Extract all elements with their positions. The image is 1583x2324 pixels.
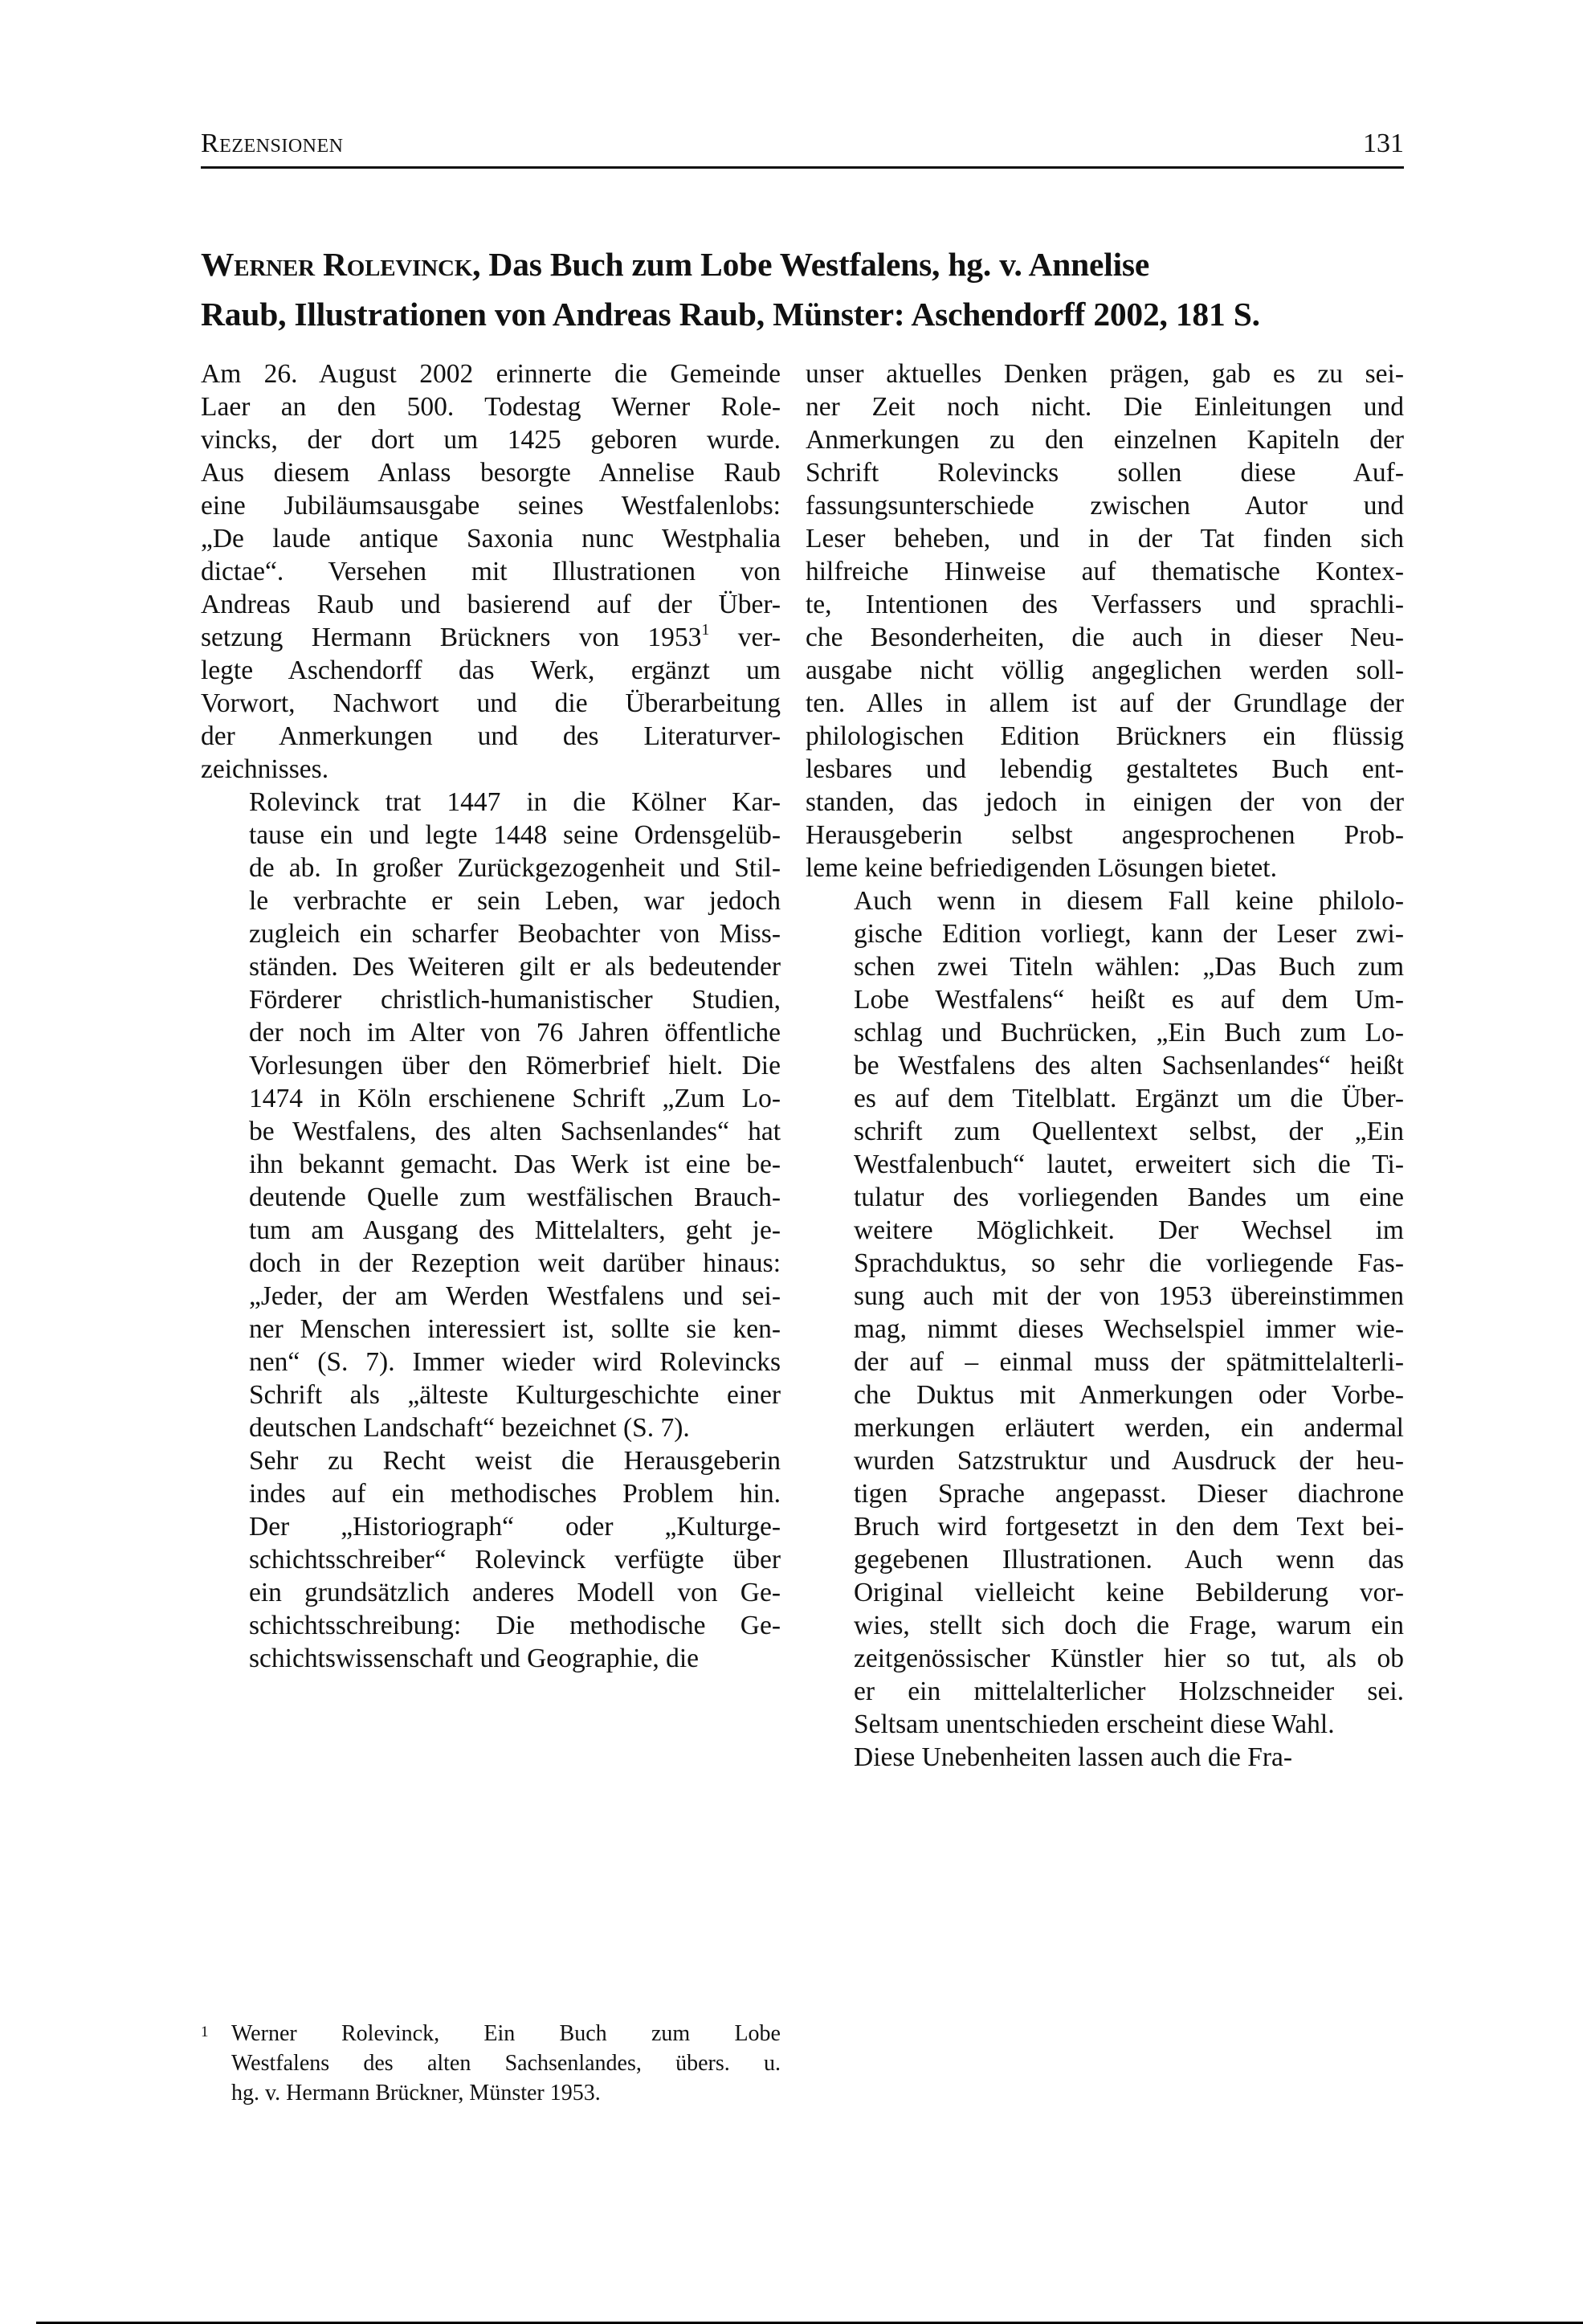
text-line: wies, stellt sich doch die Frage, warum ein xyxy=(854,1611,1404,1640)
text-line: Seltsam unentschieden erscheint diese Wahl. xyxy=(854,1709,1335,1739)
text-line: te, Intentionen des Verfassers und sprachli- xyxy=(806,590,1404,619)
text-line: de ab. In großer Zurückgezogenheit und Stil- xyxy=(249,853,781,883)
text-line: der noch im Alter von 76 Jahren öffentliche xyxy=(249,1018,781,1048)
footnote-reference[interactable]: 1 xyxy=(701,621,710,639)
text-line: Original vielleicht keine Bebilderung vor- xyxy=(854,1578,1404,1607)
text-line: ihn bekannt gemacht. Das Werk ist eine be- xyxy=(249,1150,781,1179)
paragraph xyxy=(201,1444,781,1675)
text-line: Diese Unebenheiten lassen auch die Fra- xyxy=(854,1742,1293,1772)
text-line: schichtsschreiber“ Rolevinck verfügte über xyxy=(249,1545,781,1575)
text-line: tum am Ausgang des Mittelalters, geht je- xyxy=(249,1215,781,1245)
text-line: Herausgeberin selbst angesprochenen Prob- xyxy=(806,820,1404,850)
footnote-line: Werner Rolevinck, Ein Buch zum Lobe xyxy=(231,2021,781,2046)
text-line: „Jeder, der am Werden Westfalens und sei- xyxy=(249,1281,781,1311)
text-line: mag, nimmt dieses Wechselspiel immer wie- xyxy=(854,1314,1404,1344)
footnote-number: 1 xyxy=(201,2024,209,2040)
text-line: leme keine befriedigenden Lösungen bietet. xyxy=(806,853,1277,883)
right-column xyxy=(806,357,1404,1774)
text-line: Aus diesem Anlass besorgte Annelise Raub xyxy=(201,458,781,488)
text-line: schrift zum Quellentext selbst, der „Ein xyxy=(854,1117,1404,1146)
text-line: tause ein und legte 1448 seine Ordensgelüb- xyxy=(249,820,781,850)
page-number: 131 xyxy=(1363,129,1404,158)
header-rule xyxy=(201,166,1404,169)
text-line: Anmerkungen zu den einzelnen Kapiteln der xyxy=(806,425,1404,455)
text-line: nen“ (S. 7). Immer wieder wird Rolevincks xyxy=(249,1347,781,1377)
text-line: ten. Alles in allem ist auf der Grundlage der xyxy=(806,688,1404,718)
text-line: Vorlesungen über den Römerbrief hielt. Die xyxy=(249,1051,781,1080)
text-line: Schrift als „älteste Kulturgeschichte einer xyxy=(249,1380,781,1410)
left-column xyxy=(201,357,781,1675)
text-line: ner Menschen interessiert ist, sollte sie ken- xyxy=(249,1314,781,1344)
text-line: ner Zeit noch nicht. Die Einleitungen und xyxy=(806,392,1404,422)
text-line: der auf – einmal muss der spätmittelalterli- xyxy=(854,1347,1404,1377)
text-line: zugleich ein scharfer Beobachter von Miss- xyxy=(249,919,781,949)
text-line: er ein mittelalterlicher Holzschneider sei. xyxy=(854,1677,1404,1706)
text-line: Schrift Rolevincks sollen diese Auf- xyxy=(806,458,1404,488)
text-line: Am 26. August 2002 erinnerte die Gemeinde xyxy=(201,359,781,389)
text-line: Sprachduktus, so sehr die vorliegende Fas- xyxy=(854,1248,1404,1278)
text-line: deutende Quelle zum westfälischen Brauch- xyxy=(249,1182,781,1212)
text-line: Lobe Westfalens“ heißt es auf dem Um- xyxy=(854,985,1404,1015)
text-line: vincks, der dort um 1425 geboren wurde. xyxy=(201,425,781,455)
text-line: dictae“. Versehen mit Illustrationen von xyxy=(201,557,781,586)
text-line: schen zwei Titeln wählen: „Das Buch zum xyxy=(854,952,1404,982)
text-line: unser aktuelles Denken prägen, gab es zu sei- xyxy=(806,359,1404,389)
text-line: deutschen Landschaft“ bezeichnet (S. 7). xyxy=(249,1413,690,1443)
text-line: Andreas Raub und basierend auf der Über- xyxy=(201,590,781,619)
text-line: philologischen Edition Brückners ein flüssig xyxy=(806,721,1404,751)
text-line: che Besonderheiten, die auch in dieser Neu- xyxy=(806,623,1404,652)
text-line: zeichnisses. xyxy=(201,754,329,784)
footnote xyxy=(201,2019,781,2108)
text-line: es auf dem Titelblatt. Ergänzt um die Über- xyxy=(854,1084,1404,1113)
text-line: ausgabe nicht völlig angeglichen werden soll- xyxy=(806,656,1404,685)
text-line: eine Jubiläumsausgabe seines Westfalenlobs: xyxy=(201,491,781,521)
review-title-line2: Raub, Illustrationen von Andreas Raub, Münster: Aschendorff 2002, 181 S. xyxy=(201,296,1260,333)
text-line: sung auch mit der von 1953 übereinstimmen xyxy=(854,1281,1404,1311)
text-line: „De laude antique Saxonia nunc Westphalia xyxy=(201,524,781,553)
footnote-text xyxy=(231,2019,781,2108)
running-head-section: Rezensionen xyxy=(201,129,344,158)
review-title-rest: , Das Buch zum Lobe Westfalens, hg. v. Annelise xyxy=(472,246,1150,283)
running-head xyxy=(201,129,1404,169)
text-line: ständen. Des Weiteren gilt er als bedeutender xyxy=(249,952,781,982)
paragraph xyxy=(806,1741,1404,1774)
review-title-author: Werner Rolevinck xyxy=(201,246,473,283)
text-line: Auch wenn in diesem Fall keine philolo- xyxy=(854,886,1404,916)
text-line: schichtsschreibung: Die methodische Ge- xyxy=(249,1611,781,1640)
text-line: legte Aschendorff das Werk, ergänzt um xyxy=(201,656,781,685)
text-line: weitere Möglichkeit. Der Wechsel im xyxy=(854,1215,1404,1245)
text-line: Westfalenbuch“ lautet, erweitert sich die Ti- xyxy=(854,1150,1404,1179)
text-line: fassungsunterschiede zwischen Autor und xyxy=(806,491,1404,521)
text-line: le verbrachte er sein Leben, war jedoch xyxy=(249,886,781,916)
text-line: Bruch wird fortgesetzt in den dem Text bei- xyxy=(854,1512,1404,1542)
text-line: be Westfalens des alten Sachsenlandes“ heißt xyxy=(854,1051,1404,1080)
text-line: Sehr zu Recht weist die Herausgeberin xyxy=(249,1446,781,1476)
text-line: gische Edition vorliegt, kann der Leser zwi- xyxy=(854,919,1404,949)
text-line: wurden Satzstruktur und Ausdruck der heu- xyxy=(854,1446,1404,1476)
text-line: tulatur des vorliegenden Bandes um eine xyxy=(854,1182,1404,1212)
paragraph xyxy=(201,786,781,1444)
text-line: der Anmerkungen und des Literaturver- xyxy=(201,721,781,751)
text-line: gegebenen Illustrationen. Auch wenn das xyxy=(854,1545,1404,1575)
paragraph xyxy=(806,357,1404,884)
text-line: be Westfalens, des alten Sachsenlandes“ hat xyxy=(249,1117,781,1146)
text-line: che Duktus mit Anmerkungen oder Vorbe- xyxy=(854,1380,1404,1410)
text-line: Leser beheben, und in der Tat finden sich xyxy=(806,524,1404,553)
text-line: Vorwort, Nachwort und die Überarbeitung xyxy=(201,688,781,718)
paragraph xyxy=(806,884,1404,1741)
text-line: Der „Historiograph“ oder „Kulturge- xyxy=(249,1512,781,1542)
text-line: hilfreiche Hinweise auf thematische Kontex- xyxy=(806,557,1404,586)
text-line: schichtswissenschaft und Geographie, die xyxy=(249,1644,700,1673)
text-line: Rolevinck trat 1447 in die Kölner Kar- xyxy=(249,787,781,817)
text-line: Förderer christlich-humanistischer Studien, xyxy=(249,985,781,1015)
text-line: Laer an den 500. Todestag Werner Role- xyxy=(201,392,781,422)
text-line: tigen Sprache angepasst. Dieser diachrone xyxy=(854,1479,1404,1509)
paragraph xyxy=(201,357,781,786)
text-line: standen, das jedoch in einigen der von der xyxy=(806,787,1404,817)
text-line: zeitgenössischer Künstler hier so tut, als ob xyxy=(854,1644,1404,1673)
text-line: indes auf ein methodisches Problem hin. xyxy=(249,1479,781,1509)
text-line: schlag und Buchrücken, „Ein Buch zum Lo- xyxy=(854,1018,1404,1048)
text-line: doch in der Rezeption weit darüber hinaus: xyxy=(249,1248,781,1278)
footnote-line: hg. v. Hermann Brückner, Münster 1953. xyxy=(231,2081,601,2105)
text-line: lesbares und lebendig gestaltetes Buch ent- xyxy=(806,754,1404,784)
footnote-line: Westfalens des alten Sachsenlandes, übers. u. xyxy=(231,2051,781,2076)
text-line: ein grundsätzlich anderes Modell von Ge- xyxy=(249,1578,781,1607)
text-line: merkungen erläutert werden, ein andermal xyxy=(854,1413,1404,1443)
review-title xyxy=(201,239,1406,339)
text-line: setzung Hermann Brückners von 1953$^1$ ver- xyxy=(201,621,781,652)
text-line: 1474 in Köln erschienene Schrift „Zum Lo- xyxy=(249,1084,781,1113)
